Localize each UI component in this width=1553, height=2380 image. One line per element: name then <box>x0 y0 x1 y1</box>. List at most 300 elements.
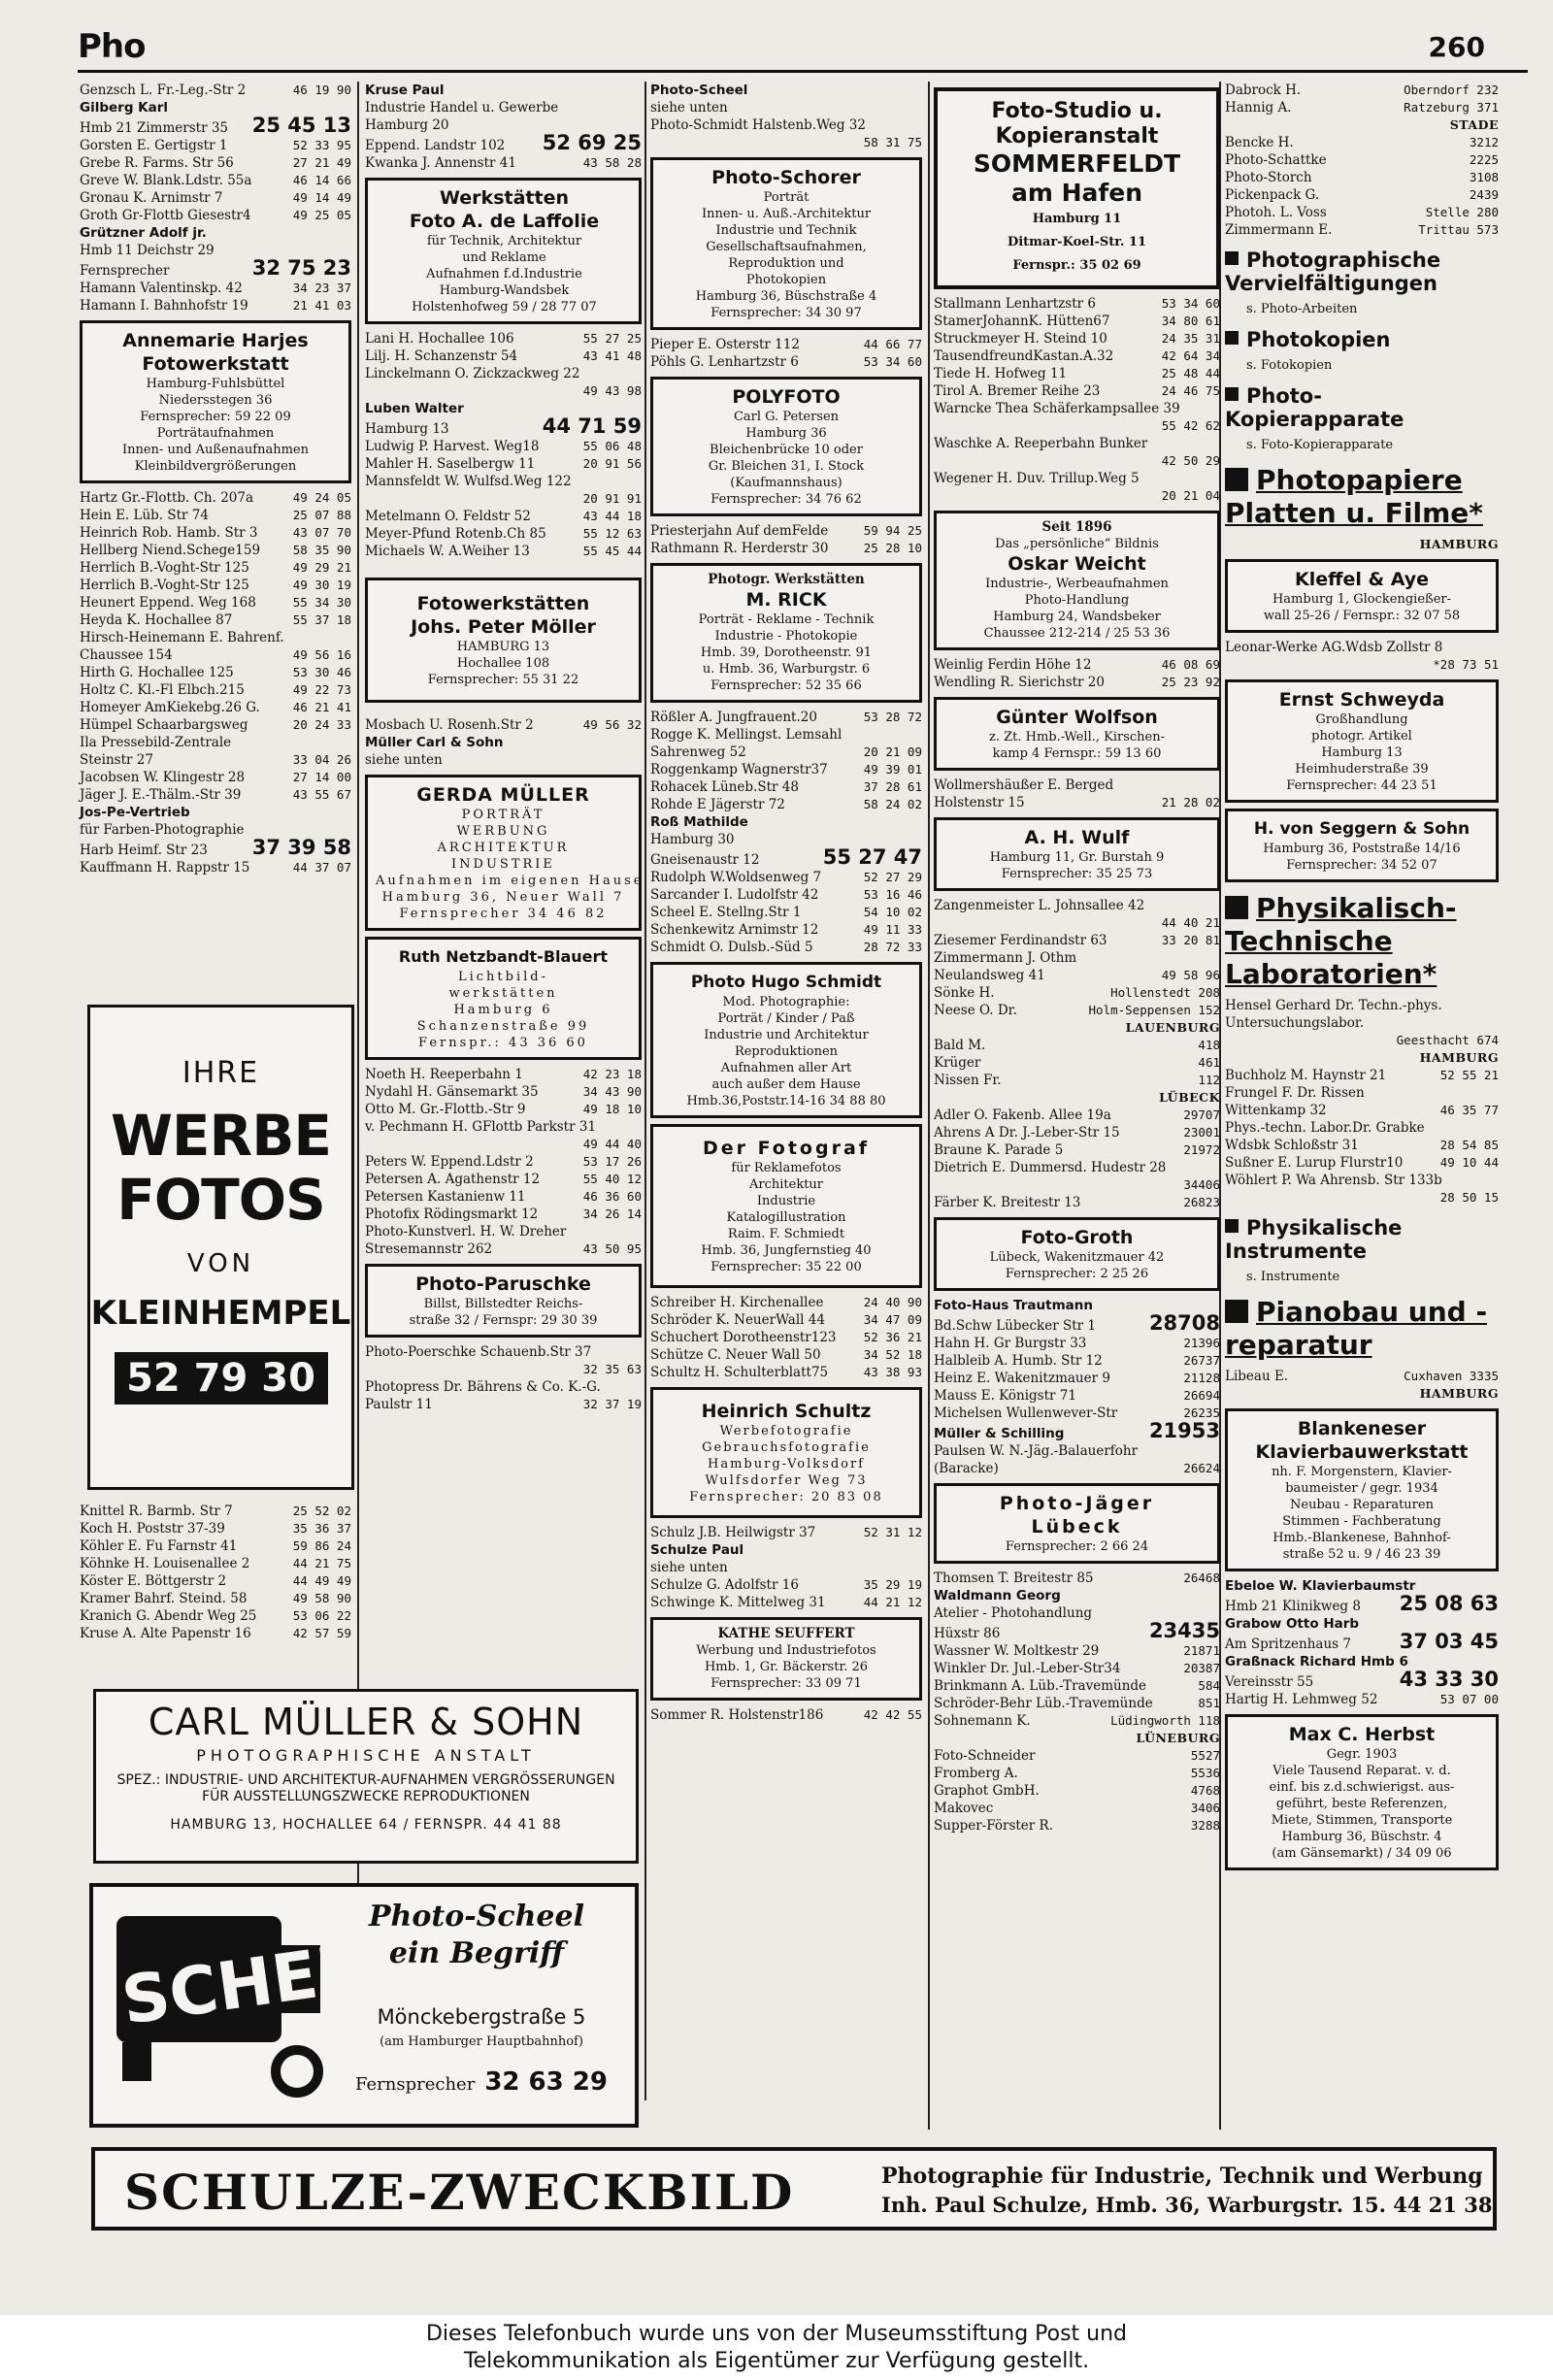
entry-phone: 20 24 33 <box>292 717 351 732</box>
entry-phone: 58 35 90 <box>292 543 351 557</box>
entry-phone: 37 03 45 <box>1399 1630 1499 1653</box>
entry-phone: Ratzeburg 371 <box>1404 100 1499 115</box>
ad-box-gerda-mueller <box>365 775 642 931</box>
entry-name: Chaussee 154 <box>80 647 173 663</box>
entry-name: Mannsfeldt W. Wulfsd.Weg 122 <box>365 474 572 489</box>
ad-title: A. H. Wulf <box>1024 827 1130 848</box>
ad-title: H. von Seggern & Sohn <box>1253 819 1470 839</box>
entry-phone: 53 30 46 <box>292 665 351 679</box>
directory-entry <box>934 1002 1220 1019</box>
directory-entry <box>365 543 642 560</box>
entry-name: StamerJohannK. Hütten67 <box>934 314 1110 329</box>
directory-entry <box>365 99 642 116</box>
entry-list <box>1225 1577 1499 1708</box>
entry-name: Luben Walter <box>365 401 464 416</box>
directory-entry <box>934 1054 1220 1072</box>
directory-entry <box>365 1361 642 1378</box>
ad-text <box>326 1899 627 1972</box>
entry-phone: 37 28 61 <box>863 779 922 794</box>
directory-entry <box>934 932 1220 949</box>
entry-name: Holstenstr 15 <box>934 795 1025 810</box>
entry-phone: Hollenstedt 208 <box>1110 985 1220 1000</box>
directory-entry <box>650 778 922 796</box>
directory-entry <box>80 716 351 734</box>
entry-name: Hmb 21 Zimmerstr 35 <box>80 120 228 136</box>
entry-phone: 46 35 77 <box>1439 1103 1499 1117</box>
entry-list <box>650 1706 922 1724</box>
entry-list <box>934 1570 1220 1730</box>
ad-text: PHOTOGRAPHISCHE ANSTALT <box>196 1746 536 1765</box>
directory-entry <box>934 417 1220 435</box>
entry-list <box>650 1294 922 1381</box>
directory-entry <box>80 681 351 699</box>
entry-phone: 418 <box>1198 1038 1220 1052</box>
directory-entry <box>1225 1119 1499 1137</box>
directory-entry <box>934 1817 1220 1835</box>
entry-name: Priesterjahn Auf demFelde <box>650 523 829 539</box>
entry-phone: 26235 <box>1183 1405 1220 1420</box>
ad-title: Ruth Netzbandt-Blauert <box>398 947 609 966</box>
see-reference: s. Photo-Arbeiten <box>1246 302 1358 316</box>
entry-name: Schuchert Dorotheenstr123 <box>650 1330 837 1345</box>
entry-phone: 34 52 18 <box>863 1347 922 1362</box>
section-title: Physikalische Instrumente <box>1225 1216 1403 1263</box>
ad-line: Aufnahmen f.d.Industrie <box>426 267 582 281</box>
ad-line: Hmb.36,Poststr.14-16 34 88 80 <box>686 1094 886 1108</box>
ad-line: Industrie <box>756 1194 816 1208</box>
footer-line: Telekommunikation als Eigentümer zur Verfügung gestellt. <box>463 2349 1090 2373</box>
ad-text: CARL MÜLLER & SOHN <box>148 1701 584 1743</box>
entry-name: Greve W. Blank.Ldstr. 55a <box>80 173 252 188</box>
ad-text: Mönckebergstraße 5 <box>377 2005 586 2029</box>
entry-phone: 55 12 63 <box>582 526 642 541</box>
ad-lines <box>1236 1464 1488 1563</box>
entry-name: Pickenpack G. <box>1225 187 1320 203</box>
entry-phone: Stelle 280 <box>1425 205 1499 219</box>
entry-phone: 53 34 60 <box>1161 296 1220 311</box>
entry-name: Paulstr 11 <box>365 1397 433 1412</box>
entry-name: Müller Carl & Sohn <box>365 735 504 750</box>
ad-line: u. Hmb. 36, Warburgstr. 6 <box>702 662 871 677</box>
entry-name: siehe unten <box>650 100 728 116</box>
entry-phone: 49 44 40 <box>582 1137 642 1151</box>
entry-name: Hamburg 13 <box>365 421 449 437</box>
directory-entry <box>80 1555 351 1572</box>
entry-name: Thomsen T. Breitestr 85 <box>934 1570 1094 1586</box>
directory-entry <box>80 1503 351 1520</box>
directory-entry <box>934 1747 1220 1765</box>
entry-name: Untersuchungslabor. <box>1225 1015 1365 1031</box>
entry-name: Peters W. Eppend.Ldstr 2 <box>365 1154 534 1170</box>
ad-line: Hamburg 36, Neuer Wall 7 <box>381 890 625 905</box>
entry-phone: 21972 <box>1183 1142 1220 1157</box>
entry-name: Ila Pressebild-Zentrale <box>80 735 232 750</box>
entry-name: Zangenmeister L. Johnsallee 42 <box>934 898 1145 913</box>
entry-list <box>365 1066 642 1258</box>
ad-line: Innen- und Außenaufnahmen <box>121 443 309 457</box>
entry-phone: 25 45 13 <box>251 114 351 137</box>
directory-entry <box>80 542 351 559</box>
entry-name: Sarcander I. Ludolfstr 42 <box>650 887 819 903</box>
directory-entry <box>1225 656 1499 674</box>
entry-phone: 2225 <box>1469 152 1499 167</box>
ad-schulze-zweckbild <box>91 2147 1497 2231</box>
entry-name: Hümpel Schaarbargsweg <box>80 717 248 733</box>
entry-phone: 44 71 59 <box>542 414 642 438</box>
ad-line: Katalogillustration <box>726 1210 846 1225</box>
entry-name: Bd.Schw Lübecker Str 1 <box>934 1318 1096 1334</box>
directory-entry <box>650 939 922 956</box>
directory-entry <box>80 207 351 224</box>
entry-name: Herrlich B.-Voght-Str 125 <box>80 560 249 576</box>
directory-entry <box>365 1188 642 1206</box>
entry-phone: 43 58 28 <box>582 155 642 170</box>
entry-list <box>365 330 642 560</box>
entry-phone: 55 27 47 <box>822 845 922 869</box>
ad-line: Architektur <box>748 1177 824 1192</box>
directory-entry <box>934 1176 1220 1194</box>
directory-entry <box>365 1396 642 1413</box>
ad-title: Annemarie Harjes <box>122 330 309 351</box>
ad-text: SPEZ.: INDUSTRIE- UND ARCHITEKTUR-AUFNAHMEN VERGRÖSSERUNGEN FÜR AUSSTELLUNGSZWECKE REPRODUKTIONEN <box>116 1772 615 1804</box>
entry-name: Jacobsen W. Klingestr 28 <box>80 770 246 785</box>
entry-phone: 25 48 44 <box>1161 366 1220 380</box>
ad-line: INDUSTRIE <box>451 857 555 872</box>
ad-line: Fernsprecher: 44 23 51 <box>1286 778 1437 793</box>
entry-list <box>1225 639 1499 674</box>
ad-title: GERDA MÜLLER <box>416 784 590 806</box>
column-1 <box>80 82 351 876</box>
entry-name: Rohde E Jägerstr 72 <box>650 797 785 812</box>
directory-entry <box>80 224 351 242</box>
entry-phone: 3212 <box>1469 135 1499 149</box>
section-heading <box>1225 248 1499 295</box>
directory-entry <box>1225 1189 1499 1207</box>
entry-name: Wassner W. Moltkestr 29 <box>934 1643 1100 1659</box>
directory-entry <box>934 487 1220 505</box>
ad-text: WERBE <box>110 1103 332 1169</box>
ad-title: Werkstätten <box>440 187 569 209</box>
directory-entry <box>80 559 351 577</box>
entry-phone: 24 40 90 <box>863 1295 922 1309</box>
entry-phone: 53 06 22 <box>292 1608 351 1623</box>
ad-lines <box>661 409 911 508</box>
column-3 <box>650 82 922 1724</box>
directory-entry <box>365 414 642 438</box>
entry-phone: 33 20 81 <box>1161 933 1220 947</box>
square-bullet-icon <box>1225 387 1239 401</box>
section-title: Physikalisch-Technische Laboratorien* <box>1225 892 1457 990</box>
directory-entry <box>365 82 642 99</box>
ad-line: Porträtaufnahmen <box>156 426 275 441</box>
ad-line: Mod. Photographie: <box>722 995 850 1009</box>
directory-entry <box>80 489 351 507</box>
entry-name: Grützner Adolf jr. <box>80 225 207 241</box>
entry-name: Schulze Paul <box>650 1542 744 1558</box>
entry-phone: 52 55 21 <box>1439 1068 1499 1082</box>
entry-phone: 23001 <box>1183 1125 1220 1140</box>
entry-phone: 25 28 10 <box>863 541 922 555</box>
directory-entry <box>650 744 922 761</box>
entry-phone: 52 31 12 <box>863 1525 922 1539</box>
ad-box-laffolie <box>365 178 642 324</box>
ad-line: Fernsprecher: 34 76 62 <box>710 492 862 507</box>
entry-name: Gorsten E. Gertigstr 1 <box>80 138 228 153</box>
directory-entry <box>934 1442 1220 1460</box>
directory-entry <box>934 470 1220 487</box>
entry-phone: 54 10 02 <box>863 905 922 919</box>
directory-entry <box>650 134 922 151</box>
directory-entry <box>650 1364 922 1381</box>
ad-box-kleffel <box>1225 559 1499 633</box>
entry-phone: 53 17 26 <box>582 1154 642 1169</box>
entry-name: Hannig A. <box>1225 100 1292 116</box>
entry-list <box>1225 1067 1499 1207</box>
directory-entry <box>934 674 1220 691</box>
entry-phone: 52 27 29 <box>863 870 922 884</box>
ad-phone: 32 63 29 <box>484 2067 608 2097</box>
entry-phone: 34 43 90 <box>582 1084 642 1099</box>
ad-box-der-fotograf <box>650 1124 922 1288</box>
entry-phone: 49 22 73 <box>292 682 351 697</box>
directory-entry <box>365 382 642 400</box>
entry-name: Köhler E. Fu Farnstr 41 <box>80 1538 238 1554</box>
directory-entry <box>650 709 922 726</box>
entry-phone: 37 39 58 <box>251 836 351 859</box>
place-heading: LÜNEBURG <box>1136 1731 1220 1745</box>
entry-name: Scheel E. Stellng.Str 1 <box>650 905 802 920</box>
ad-phone: 52 79 30 <box>115 1352 328 1405</box>
directory-entry <box>650 1594 922 1611</box>
entry-name: Krüger <box>934 1055 981 1071</box>
ad-line: baumeister / gegr. 1934 <box>1285 1481 1438 1496</box>
see-reference: s. Foto-Kopierapparate <box>1246 438 1394 452</box>
entry-phone: 44 21 75 <box>292 1556 351 1570</box>
entry-phone: 44 37 07 <box>292 860 351 875</box>
directory-entry <box>934 1800 1220 1817</box>
ad-lines <box>1236 1746 1488 1862</box>
entry-name: Waschke A. Reeperbahn Bunker <box>934 436 1148 451</box>
ad-lines <box>944 576 1209 642</box>
directory-entry <box>365 1136 642 1153</box>
entry-list <box>365 1343 642 1413</box>
ad-line: Gegr. 1903 <box>1326 1747 1398 1762</box>
entry-phone: 42 64 34 <box>1161 348 1220 363</box>
entry-name: Warncke Thea Schäferkampsallee 39 <box>934 401 1180 416</box>
entry-name: Sohnemann K. <box>934 1713 1031 1729</box>
directory-entry <box>80 734 351 751</box>
entry-name: Struckmeyer H. Steind 10 <box>934 331 1107 347</box>
directory-entry <box>80 172 351 189</box>
entry-name: Hmb 21 Klinikweg 8 <box>1225 1599 1361 1614</box>
entry-list <box>934 1747 1220 1835</box>
ad-line: Fernsprecher: 52 35 66 <box>710 678 862 693</box>
ad-kleinhempel <box>87 1005 354 1490</box>
ad-line: Billst, Billstedter Reichs- <box>423 1297 583 1311</box>
directory-entry <box>934 794 1220 811</box>
entry-phone: 49 58 96 <box>1161 968 1220 982</box>
ad-title: M. RICK <box>745 589 827 611</box>
directory-entry <box>650 813 922 831</box>
ad-line: Hamburg 11, Gr. Burstah 9 <box>989 850 1165 865</box>
place-heading: HAMBURG <box>1419 1386 1499 1401</box>
entry-list <box>80 82 351 314</box>
entry-name: Meyer-Pfund Rotenb.Ch 85 <box>365 526 546 542</box>
ad-photo-scheel <box>89 1883 639 2128</box>
entry-name: Schmidt O. Dulsb.-Süd 5 <box>650 940 813 955</box>
ad-line: Hmb.-Blankenese, Bahnhof- <box>1272 1531 1451 1545</box>
entry-name: Tiede H. Hofweg 11 <box>934 366 1068 381</box>
entry-name: Michaels W. A.Weiher 13 <box>365 544 530 559</box>
entry-phone: 44 49 49 <box>292 1573 351 1588</box>
entry-name: Neese O. Dr. <box>934 1003 1017 1018</box>
ad-line: Porträt - Reklame - Technik <box>698 612 875 627</box>
directory-entry <box>365 1378 642 1396</box>
entry-phone: 29707 <box>1183 1107 1220 1122</box>
entry-phone: 49 29 21 <box>292 560 351 575</box>
entry-name: Roggenkamp Wagnerstr37 <box>650 762 828 777</box>
see-reference: s. Fotokopien <box>1246 358 1333 373</box>
directory-entry <box>934 1194 1220 1211</box>
entry-phone: 55 42 62 <box>1161 418 1220 433</box>
entry-phone: 28 50 15 <box>1439 1190 1499 1205</box>
entry-phone: 49 43 98 <box>582 383 642 398</box>
entry-phone: 35 36 37 <box>292 1521 351 1536</box>
entry-phone: 43 44 18 <box>582 509 642 523</box>
directory-entry <box>365 1240 642 1258</box>
entry-phone: 5536 <box>1190 1766 1220 1780</box>
directory-entry <box>650 1524 922 1541</box>
entry-phone: 24 46 75 <box>1161 383 1220 398</box>
directory-entry <box>650 99 922 116</box>
entry-name: Atelier - Photohandlung <box>934 1605 1093 1621</box>
page-header <box>78 27 1485 72</box>
entry-phone: 35 29 19 <box>863 1577 922 1592</box>
directory-entry <box>365 490 642 508</box>
directory-entry <box>80 507 351 524</box>
entry-phone: 23435 <box>1148 1619 1220 1642</box>
entry-list <box>650 1524 922 1611</box>
directory-entry <box>365 1153 642 1171</box>
directory-entry <box>80 804 351 821</box>
entry-name: (Baracke) <box>934 1461 999 1476</box>
ad-text: (am Hamburger Hauptbahnhof) <box>380 2034 583 2049</box>
entry-phone: 34 80 61 <box>1161 314 1220 328</box>
entry-name: Nissen Fr. <box>934 1073 1002 1088</box>
ad-line: Fernsprecher: 59 22 09 <box>140 410 291 424</box>
entry-phone: 21 28 02 <box>1161 795 1220 810</box>
ad-box-rick <box>650 563 922 703</box>
entry-name: Weinlig Ferdin Höhe 12 <box>934 657 1092 673</box>
entry-phone: 49 10 44 <box>1439 1155 1499 1170</box>
entry-name: Foto-Haus Trautmann <box>934 1298 1093 1313</box>
entry-phone: 3288 <box>1190 1818 1220 1833</box>
entry-name: Wegener H. Duv. Trillup.Weg 5 <box>934 471 1140 486</box>
entry-phone: 21 41 03 <box>292 298 351 313</box>
entry-phone: 42 50 29 <box>1161 453 1220 468</box>
ad-line: werkstätten <box>448 986 558 1001</box>
entry-name: Schulz J.B. Heilwigstr 37 <box>650 1525 816 1540</box>
entry-phone: 3108 <box>1469 170 1499 184</box>
directory-entry <box>365 1343 642 1361</box>
ad-line: Fernsprecher: 33 09 71 <box>710 1676 862 1691</box>
directory-entry <box>80 137 351 154</box>
square-bullet-icon <box>1225 1300 1248 1323</box>
entry-name: Hensel Gerhard Dr. Techn.-phys. <box>1225 998 1442 1013</box>
entry-name: siehe unten <box>650 1560 728 1575</box>
entry-name: Jäger J. E.-Thälm.-Str 39 <box>80 787 242 803</box>
directory-entry <box>365 508 642 525</box>
ad-text: Fernsprecher <box>355 2074 476 2095</box>
directory-entry <box>80 82 351 99</box>
ad-title: Blankeneser <box>1297 1418 1427 1439</box>
directory-entry <box>365 1171 642 1188</box>
entry-name: Köster E. Böttgerstr 2 <box>80 1573 227 1589</box>
column-divider <box>928 82 930 2130</box>
directory-entry <box>80 699 351 716</box>
entry-name: Photo-Kunstverl. H. W. Dreher <box>365 1224 567 1240</box>
entry-name: Schulze G. Adolfstr 16 <box>650 1577 799 1593</box>
ad-line: straße 52 u. 9 / 46 23 39 <box>1282 1547 1441 1562</box>
ad-line: Neubau - Reparaturen <box>1290 1498 1434 1512</box>
ad-line: Fernsprecher: 2 66 24 <box>1005 1539 1149 1554</box>
directory-entry <box>80 786 351 804</box>
ad-title: Photogr. Werkstätten <box>708 572 865 587</box>
entry-name: v. Pechmann H. GFlottb Parkstr 31 <box>365 1119 597 1135</box>
directory-entry <box>365 1223 642 1240</box>
entry-name: Nydahl H. Gänsemarkt 35 <box>365 1084 539 1100</box>
directory-entry <box>365 1101 642 1118</box>
entry-list <box>934 897 1220 1019</box>
entry-name: Mauss E. Königstr 71 <box>934 1388 1076 1404</box>
entry-phone: 20 91 91 <box>582 491 642 506</box>
ad-line: (Kaufmannshaus) <box>730 476 843 490</box>
ad-box-schweyda <box>1225 679 1499 803</box>
entry-phone: 43 50 95 <box>582 1241 642 1256</box>
entry-name: Hartig H. Lehmweg 52 <box>1225 1692 1378 1707</box>
entry-phone: 24 35 31 <box>1161 331 1220 346</box>
entry-name: Kauffmann H. Rappstr 15 <box>80 860 250 876</box>
ad-line: Gr. Bleichen 31, I. Stock <box>708 459 865 474</box>
directory-entry <box>80 524 351 542</box>
directory-entry <box>365 1083 642 1101</box>
ad-box-schorer <box>650 157 922 330</box>
entry-name: Frungel F. Dr. Rissen <box>1225 1085 1365 1101</box>
entry-name: Kramer Bahrf. Steind. 58 <box>80 1591 248 1606</box>
directory-entry <box>365 438 642 455</box>
entry-name: Foto-Schneider <box>934 1748 1036 1764</box>
ad-line: Hamburg-Wandsbek <box>439 283 570 298</box>
ad-title: Photo-Paruschke <box>415 1273 591 1295</box>
ad-lines <box>90 376 341 475</box>
ad-line: Carl G. Petersen <box>733 410 840 424</box>
ad-line: Porträt <box>763 190 810 205</box>
entry-name: Schütze C. Neuer Wall 50 <box>650 1347 821 1363</box>
entry-list <box>650 709 922 956</box>
ad-lines <box>1236 591 1488 624</box>
section-title: Photokopien <box>1246 328 1391 351</box>
directory-entry <box>650 869 922 886</box>
entry-phone: 53 16 46 <box>863 887 922 902</box>
ad-title: Seit 1896 <box>1041 519 1112 535</box>
entry-phone: 20387 <box>1183 1661 1220 1675</box>
directory-entry <box>365 455 642 473</box>
directory-entry <box>650 904 922 921</box>
entry-name: Hartz Gr.-Flottb. Ch. 207a <box>80 490 254 506</box>
entry-name: Paulsen W. N.-Jäg.-Balauerfohr <box>934 1443 1139 1459</box>
ad-line: Gebrauchsfotografie <box>702 1440 871 1455</box>
entry-name: Braune K. Parade 5 <box>934 1142 1064 1158</box>
